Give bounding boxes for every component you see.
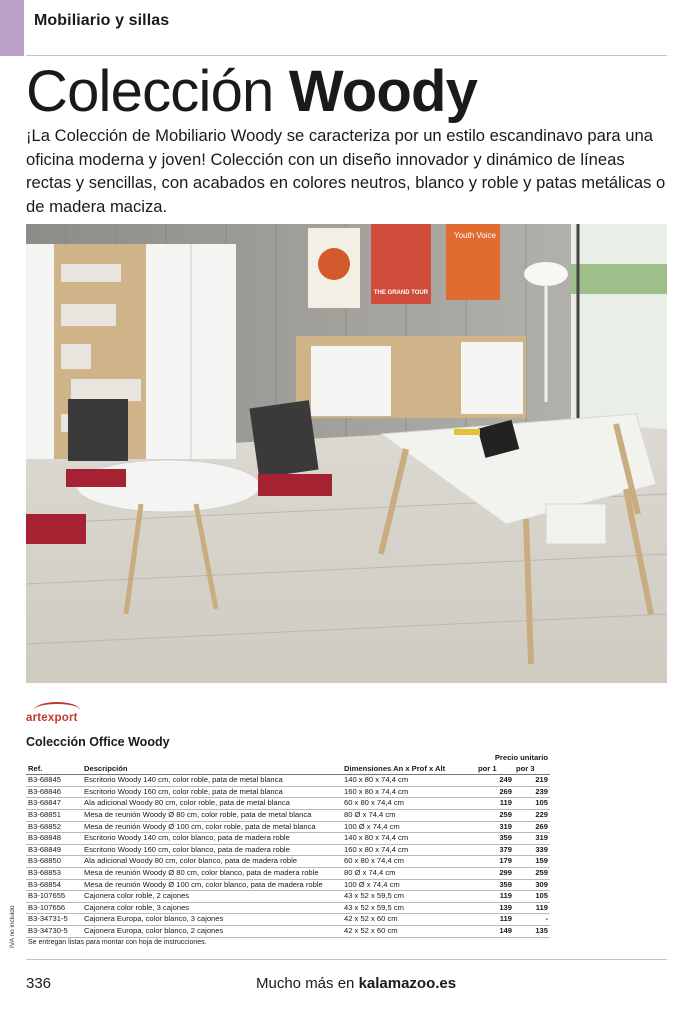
cell-price-1: 119: [476, 891, 514, 903]
table-row: [26, 844, 550, 856]
price-group-header: Precio unitario: [494, 753, 548, 762]
cell-description: Cajonera Europa, color blanco, 3 cajones: [82, 914, 342, 926]
bottom-divider: [26, 959, 667, 960]
poster-grand-tour-text: THE GRAND TOUR: [373, 290, 429, 296]
cell-price-1: 319: [476, 821, 514, 833]
cell-dimensions: 160 x 80 x 74,4 cm: [342, 844, 476, 856]
footer-site-link[interactable]: kalamazoo.es: [358, 975, 457, 992]
cell-price-1: 249: [476, 775, 514, 787]
cell-price-1: 359: [476, 833, 514, 845]
cell-dimensions: 42 x 52 x 60 cm: [342, 925, 476, 937]
cell-ref: B3-107656: [26, 902, 82, 914]
col-description: Descripción: [82, 764, 342, 775]
intro-paragraph: ¡La Colección de Mobiliario Woody se caracteriza por un estilo escandinavo para una oficina moderna y joven! Colección con un diseño innovador y dinámico de líneas rectas y sencillas, con acabados en colores neutros, blanco y roble y patas metálicas o de madera maciza.: [26, 126, 666, 216]
cell-ref: B3-68845: [26, 775, 82, 787]
office-photo: [26, 224, 667, 683]
cell-description: Escritorio Woody 140 cm, color blanco, pata de madera roble: [82, 833, 342, 845]
cell-dimensions: 42 x 52 x 60 cm: [342, 914, 476, 926]
cell-price-3: 105: [514, 891, 550, 903]
cell-dimensions: 80 Ø x 74,4 cm: [342, 809, 476, 821]
cell-ref: B3-34731-5: [26, 914, 82, 926]
cell-price-1: 119: [476, 914, 514, 926]
table-row: [26, 856, 550, 868]
price-group-row: [26, 753, 550, 764]
cell-ref: B3-107655: [26, 891, 82, 903]
cell-ref: B3-68852: [26, 821, 82, 833]
cell-dimensions: 60 x 80 x 74,4 cm: [342, 856, 476, 868]
cell-price-1: 379: [476, 844, 514, 856]
cell-dimensions: 80 Ø x 74,4 cm: [342, 867, 476, 879]
cell-dimensions: 160 x 80 x 74,4 cm: [342, 786, 476, 798]
cell-price-3: 269: [514, 821, 550, 833]
cell-price-3: 105: [514, 798, 550, 810]
cell-description: Mesa de reunión Woody Ø 100 cm, color blanco, pata de madera roble: [82, 879, 342, 891]
cell-ref: B3-68846: [26, 786, 82, 798]
table-row: [26, 914, 550, 926]
table-header-row: [26, 764, 550, 775]
brand-logo-arc: [34, 702, 80, 718]
table-row: [26, 833, 550, 845]
cell-ref: B3-68848: [26, 833, 82, 845]
cell-dimensions: 100 Ø x 74,4 cm: [342, 879, 476, 891]
col-ref: Ref.: [26, 764, 82, 775]
col-price-1: por 1: [476, 764, 514, 775]
window: [571, 224, 667, 429]
cell-ref: B3-68851: [26, 809, 82, 821]
price-table-wrapper: [26, 753, 550, 948]
cell-price-1: 119: [476, 798, 514, 810]
section-title: Mobiliario y sillas: [34, 12, 170, 29]
table-footnote: Se entregan listas para montar con hoja de instrucciones.: [28, 938, 207, 946]
tax-note: IVA no incluido: [9, 905, 16, 948]
section-color-tab: [0, 0, 24, 56]
brand-logo-text: artexport: [26, 712, 78, 724]
cell-price-3: 229: [514, 809, 550, 821]
cell-description: Cajonera color roble, 2 cajones: [82, 891, 342, 903]
cell-dimensions: 140 x 80 x 74,4 cm: [342, 833, 476, 845]
table-row: [26, 879, 550, 891]
cell-description: Ala adicional Woody 80 cm, color blanco, pata de madera roble: [82, 856, 342, 868]
cell-price-3: 159: [514, 856, 550, 868]
cell-description: Escritorio Woody 160 cm, color roble, pata de metal blanca: [82, 786, 342, 798]
footer-prefix: Mucho más en: [256, 975, 355, 992]
table-row: [26, 809, 550, 821]
cell-ref: B3-68850: [26, 856, 82, 868]
cell-price-3: 339: [514, 844, 550, 856]
cell-description: Ala adicional Woody 80 cm, color roble, pata de metal blanca: [82, 798, 342, 810]
cell-description: Cajonera color roble, 3 cajones: [82, 902, 342, 914]
cell-price-1: 149: [476, 925, 514, 937]
cell-dimensions: 60 x 80 x 74,4 cm: [342, 798, 476, 810]
table-title: Colección Office Woody: [26, 735, 170, 749]
cell-price-3: 135: [514, 925, 550, 937]
cell-dimensions: 100 Ø x 74,4 cm: [342, 821, 476, 833]
cell-price-3: 219: [514, 775, 550, 787]
cell-price-3: 319: [514, 833, 550, 845]
title-light: Colección: [26, 59, 274, 124]
cell-ref: B3-68847: [26, 798, 82, 810]
cell-price-1: 299: [476, 867, 514, 879]
cell-price-3: 119: [514, 902, 550, 914]
cell-price-1: 139: [476, 902, 514, 914]
table-row: [26, 775, 550, 787]
title-bold: Woody: [288, 59, 478, 124]
drawer-unit: [546, 504, 606, 544]
floor-lamp: [524, 262, 568, 286]
poster-youth-text: Youth Voice: [454, 231, 496, 240]
cell-price-3: -: [514, 914, 550, 926]
col-dimensions: Dimensiones An x Prof x Alt: [342, 764, 476, 775]
cell-description: Mesa de reunión Woody Ø 100 cm, color roble, pata de metal blanca: [82, 821, 342, 833]
cell-price-3: 239: [514, 786, 550, 798]
cell-ref: B3-68853: [26, 867, 82, 879]
cell-dimensions: 43 x 52 x 59,5 cm: [342, 902, 476, 914]
cell-price-3: 259: [514, 867, 550, 879]
price-table: [26, 753, 550, 948]
brand-logo: [26, 712, 78, 724]
cell-price-1: 269: [476, 786, 514, 798]
footnote-row: [26, 937, 550, 948]
page-title: [26, 54, 477, 130]
table-row: [26, 891, 550, 903]
table-row: [26, 798, 550, 810]
cell-description: Escritorio Woody 140 cm, color roble, pata de metal blanca: [82, 775, 342, 787]
col-price-3: por 3: [514, 764, 550, 775]
cell-price-1: 359: [476, 879, 514, 891]
cell-ref: B3-68849: [26, 844, 82, 856]
footer-promo: [256, 975, 456, 992]
cell-dimensions: 43 x 52 x 59,5 cm: [342, 891, 476, 903]
table-row: [26, 902, 550, 914]
cell-price-1: 179: [476, 856, 514, 868]
cell-description: Escritorio Woody 160 cm, color blanco, pata de madera roble: [82, 844, 342, 856]
table-row: [26, 786, 550, 798]
table-row: [26, 925, 550, 937]
cell-description: Mesa de reunión Woody Ø 80 cm, color blanco, pata de madera roble: [82, 867, 342, 879]
chair-left: [68, 399, 128, 461]
table-row: [26, 867, 550, 879]
cell-price-3: 309: [514, 879, 550, 891]
cell-ref: B3-34730-5: [26, 925, 82, 937]
cell-description: Mesa de reunión Woody Ø 80 cm, color roble, pata de metal blanca: [82, 809, 342, 821]
cell-price-1: 259: [476, 809, 514, 821]
cell-description: Cajonera Europa, color blanco, 2 cajones: [82, 925, 342, 937]
table-row: [26, 821, 550, 833]
page-number: 336: [26, 975, 52, 992]
cell-ref: B3-68854: [26, 879, 82, 891]
chair-right: [249, 400, 318, 478]
cell-dimensions: 140 x 80 x 74,4 cm: [342, 775, 476, 787]
